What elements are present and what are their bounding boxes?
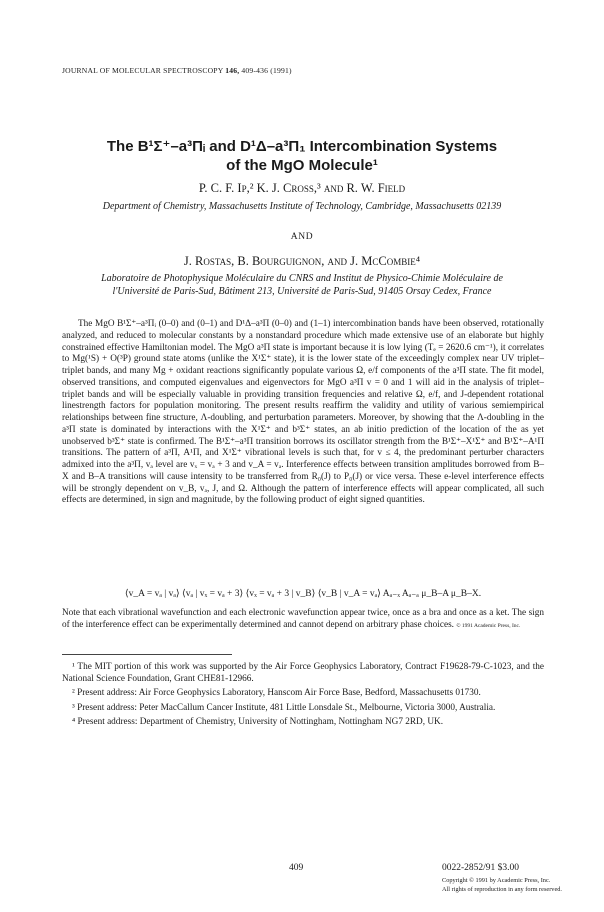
journal-volume: 146,	[225, 66, 240, 75]
affiliation-1: Department of Chemistry, Massachusetts Institute of Technology, Cambridge, Massachusetts 02139	[102, 201, 502, 212]
author-list-1: P. C. F. Ip,² K. J. Cross,³ and R. W. Field	[198, 181, 406, 195]
author-list-2: J. Rostas, B. Bourguignon, and J. McCombie⁴	[183, 254, 421, 268]
running-head	[62, 66, 292, 75]
author-conjunction: AND	[290, 232, 314, 242]
affiliation-2-line-1: Laboratoire de Photophysique Moléculaire du CNRS and Institut de Physico-Chimie Moléculaire de	[101, 273, 503, 284]
footnote-3: ³ Present address: Peter MacCallum Cancer Institute, 481 Little Lonsdale St., Melbourne, Victoria 3000, Australia.	[72, 702, 496, 713]
phase-note	[62, 608, 544, 633]
copyright-line: Copyright © 1991 by Academic Press, Inc.	[442, 877, 551, 884]
copyright-mark: © 1991 Academic Press, Inc.	[456, 622, 521, 629]
abstract: The MgO B¹Σ⁺–a³Πᵢ (0–0) and (0–1) and D¹Δ–a³Π (0–0) and (1–1) intercombination bands have been observed, rotationally analyzed, and reduced to molecular constants by a nonstandard procedure which made extensive use of an elaborate but highly constrained effective Hamiltonian model. The MgO a³Π state is important because it is low lying (Tₑ = 2620.6 cm⁻¹), it correlates to Mg(¹S) + O(³P) ground state atoms (unlike the X¹Σ⁺ state), it is the lower state of the exceedingly complex near UV triplet–triplet bands, and many Mg + oxidant reactions significantly populate various Ω, e/f components of the a³Π state. The fit model, observed transitions, and computed eigenvalues and eigenvectors for MgO a³Π v = 0 and 1 will aid in the analysis of triplet–triplet bands and will be especially valuable in providing transition frequencies and relative Ω, e/f, and J-dependent rotational linestrength factors for population monitoring. The present results reaffirm the validity and utility of various semiempirical relationships between fine structure, Λ-doubling, and perturbation parameters. Moreover, by showing that the Λ-doubling in the a³Π state is dominated by interactions with the X¹Σ⁺ and b³Σ⁺ states, an ab initio prediction of the location of the as yet unobserved b³Σ⁺ state is confirmed. The B¹Σ⁺–a³Π transition borrows its oscillator strength from the B¹Σ⁺–X¹Σ⁺ and B¹Σ⁺–A¹Π transitions. The pattern of a³Π, A¹Π, and X¹Σ⁺ vibrational levels is such that, for v ≤ 4, the predominant perturber characters admixed into the a³Π, vₐ level are vₓ = vₐ + 3 and v_A = vₐ. Interference effects between transition amplitudes borrowed from B–X and B–A transitions will cause intensity to be transferred from R₀(J) to P₀(J) or vice versa. These e-level interference effects will be strongly dependent on v_B, vₐ, J, and Ω. Although the pattern of interference effects will appear complicated, all such effects are determined, in sign and magnitude, by the following product of eight signed quantities.	[62, 319, 544, 506]
affiliation-2	[40, 272, 564, 298]
page-number: 409	[289, 863, 304, 873]
footnote-1: ¹ The MIT portion of this work was supported by the Air Force Geophysics Laboratory, Contract F19628-79-C-1023, and the National Science Foundation, Grant CHE81-12966.	[62, 662, 544, 684]
interference-formula: ⟨v_A = vₐ | vₐ⟩ ⟨vₐ | vₓ = vₐ + 3⟩ ⟨vₓ = vₐ + 3 | v_B⟩ ⟨v_B | v_A = vₐ⟩ Aₐ₋ₓ Aₐ₋ₐ μ_B–A μ_B–X.	[124, 589, 482, 599]
footnote-2: ² Present address: Air Force Geophysics Laboratory, Hanscom Air Force Base, Bedford, Massachusetts 01730.	[72, 688, 481, 698]
footnotes	[62, 662, 544, 732]
footnote-4: ⁴ Present address: Department of Chemistry, University of Nottingham, Nottingham NG7 2RD, UK.	[72, 717, 444, 727]
journal-name: JOURNAL OF MOLECULAR SPECTROSCOPY	[62, 66, 224, 75]
issn-price: 0022-2852/91 $3.00	[442, 863, 520, 873]
journal-pages: 409-436 (1991)	[241, 66, 292, 75]
affiliation-2-line-2: l'Université de Paris-Sud, Bâtiment 213, Université de Paris-Sud, 91405 Orsay Cedex, France	[112, 286, 492, 297]
phase-note-text: Note that each vibrational wavefunction and each electronic wavefunction appear twice, once as a bra and once as a ket. The sign of the interference effect can be experimentally determined and cannot depend on arbitrary phase choices.	[62, 608, 544, 630]
title-line-1: The B¹Σ⁺–a³Πᵢ and D¹Δ–a³Π₁ Intercombination Systems	[106, 138, 498, 155]
article-title	[40, 137, 564, 175]
publisher-notice	[442, 876, 562, 894]
footnote-divider	[62, 654, 232, 655]
rights-line: All rights of reproduction in any form reserved.	[442, 886, 562, 893]
title-line-2: of the MgO Molecule¹	[226, 157, 378, 174]
